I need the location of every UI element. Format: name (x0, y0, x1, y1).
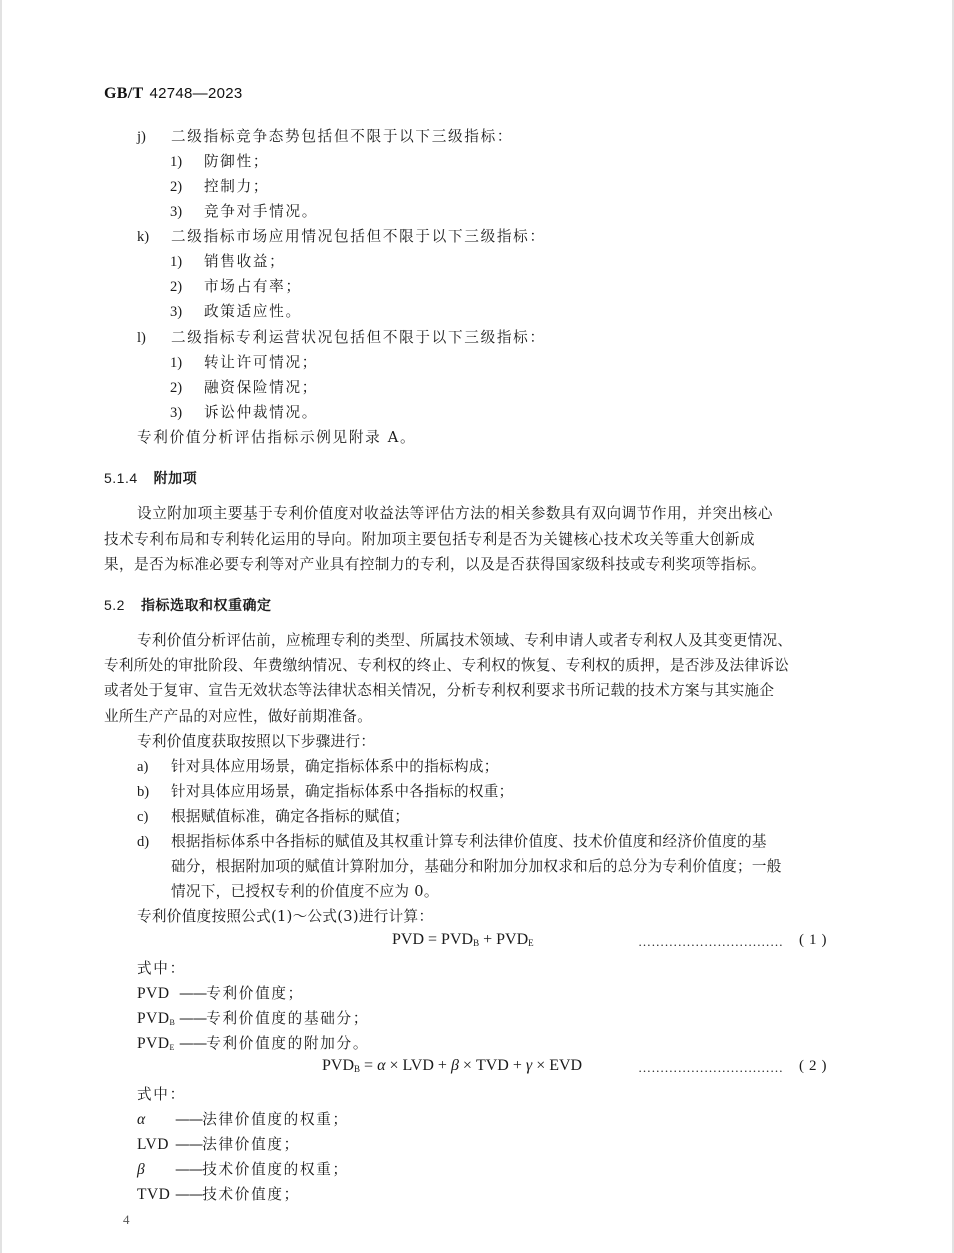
step-text-continued: 情况下，已授权专利的价值度不应为 0。 (171, 883, 439, 900)
sub-text: 竞争对手情况。 (204, 203, 319, 220)
equation-number: (1) (799, 932, 832, 948)
page-number: 4 (123, 1212, 130, 1227)
step-marker: d) (137, 834, 150, 850)
equation-2 (322, 1057, 582, 1075)
sub-text: 融资保险情况； (204, 379, 319, 396)
sub-item (170, 379, 318, 397)
symbol-definition (137, 985, 304, 1003)
symbol-definition (137, 1186, 300, 1204)
eq-operator: + (483, 931, 493, 948)
sub-marker: 2) (170, 279, 183, 295)
symbol-definition (137, 1010, 369, 1032)
sub-text: 防御性； (204, 153, 270, 170)
eq-weight: α (377, 1057, 386, 1074)
eq-operator: = (428, 931, 438, 948)
sub-item (170, 153, 269, 171)
definition-dash: —— (175, 1161, 203, 1178)
standard-number: 42748—2023 (149, 85, 243, 102)
step-item-a (137, 758, 499, 776)
paragraph-line: 技术专利布局和专利转化运用的导向。附加项主要包括专利是否为关键核心技术攻关等重大创新成 (104, 531, 756, 548)
step-text: 针对具体应用场景，确定指标体系中的指标构成； (171, 758, 499, 775)
paragraph-line: 设立附加项主要基于专利价值度对收益法等评估方法的相关参数具有双向调节作用，并突出核心 (137, 505, 774, 522)
section-number: 5.1.4 (104, 470, 138, 486)
sub-text: 转让许可情况； (204, 354, 319, 371)
eq-term: PVD (392, 931, 425, 948)
list-marker: j) (137, 129, 146, 145)
list-marker: l) (137, 330, 146, 346)
eq-operator: + (437, 1057, 447, 1074)
step-text: 根据赋值标准，确定各指标的赋值； (171, 808, 410, 825)
formula-intro: 专利价值度按照公式(1)～公式(3)进行计算： (137, 908, 434, 925)
symbol: β (137, 1161, 146, 1178)
definition-text: 技术价值度； (202, 1186, 300, 1203)
symbol-definition (137, 1161, 349, 1179)
eq-operator: × (462, 1057, 472, 1074)
sub-marker: 2) (170, 380, 183, 396)
eq-term: EVD (549, 1057, 583, 1074)
sub-text: 政策适应性。 (204, 303, 302, 320)
definition-dash: —— (179, 1035, 207, 1052)
step-marker: c) (137, 809, 149, 825)
definition-dash: —— (175, 1136, 203, 1153)
list-text: 二级指标竞争态势包括但不限于以下三级指标： (171, 128, 514, 145)
eq-operator: = (364, 1057, 374, 1074)
step-marker: b) (137, 784, 150, 800)
step-text-continued: 础分，根据附加项的赋值计算附加分，基础分和附加分加权求和后的总分为专利价值度；一般 (171, 858, 782, 875)
sub-marker: 3) (170, 304, 183, 320)
where-label: 式中： (137, 1086, 186, 1103)
sub-text: 控制力； (204, 178, 270, 195)
definition-text: 法律价值度； (202, 1136, 300, 1153)
equation-1 (392, 931, 534, 949)
sub-item (170, 278, 302, 296)
definition-text: 技术价值度的权重； (202, 1161, 349, 1178)
eq-term: TVD (475, 1057, 509, 1074)
sub-marker: 3) (170, 405, 183, 421)
list-marker: k) (137, 229, 150, 245)
symbol-definition (137, 1111, 349, 1129)
step-item-d (137, 833, 767, 851)
sub-marker: 1) (170, 254, 183, 270)
equation-leader-dots: …………………………… (638, 934, 784, 949)
paragraph-line: 果，是否为标准必要专利等对产业具有控制力的专利，以及是否获得国家级科技或专利奖项等指标。 (104, 556, 766, 573)
sub-marker: 1) (170, 355, 183, 371)
appendix-note: 专利价值分析评估指标示例见附录 A。 (137, 429, 417, 446)
sub-item (170, 303, 302, 321)
paragraph-line: 专利所处的审批阶段、年费缴纳情况、专利权的终止、专利权的恢复、专利权的质押，是否涉及法律诉讼 (104, 657, 790, 674)
list-text: 二级指标市场应用情况包括但不限于以下三级指标： (171, 228, 546, 245)
symbol: LVD (137, 1136, 169, 1153)
sub-item (170, 178, 269, 196)
eq-weight: β (450, 1057, 459, 1074)
symbol: α (137, 1111, 146, 1128)
symbol-definition (137, 1035, 369, 1057)
eq-operator: + (512, 1057, 522, 1074)
definition-text: 专利价值度的基础分； (206, 1010, 370, 1027)
step-text: 根据指标体系中各指标的赋值及其权重计算专利法律价值度、技术价值度和经济价值度的基 (171, 833, 767, 850)
section-title: 附加项 (153, 471, 198, 487)
sub-item (170, 354, 318, 372)
eq-term: LVD (402, 1057, 434, 1074)
step-item-b (137, 783, 514, 801)
eq-subscript: B (354, 1064, 361, 1074)
definition-text: 专利价值度； (206, 985, 304, 1002)
eq-subscript: B (473, 938, 480, 948)
sub-marker: 1) (170, 154, 183, 170)
eq-subscript: E (528, 938, 534, 948)
definition-text: 专利价值度的附加分。 (206, 1035, 370, 1052)
sub-text: 销售收益； (204, 253, 286, 270)
eq-operator: × (536, 1057, 546, 1074)
sub-text: 诉讼仲裁情况。 (204, 404, 319, 421)
sub-text: 市场占有率； (204, 278, 302, 295)
section-heading-5-2 (104, 595, 271, 615)
eq-operator: × (389, 1057, 399, 1074)
sub-item (170, 253, 285, 271)
definition-text: 法律价值度的权重； (202, 1111, 349, 1128)
section-title: 指标选取和权重确定 (140, 598, 272, 614)
eq-term: PVD (496, 931, 529, 948)
paragraph-line: 业所生产产品的对应性，做好前期准备。 (104, 708, 373, 725)
step-marker: a) (137, 759, 149, 775)
equation-number: (2) (799, 1058, 832, 1074)
step-item-c (137, 808, 409, 826)
symbol: TVD (137, 1186, 171, 1203)
definition-dash: —— (175, 1111, 203, 1128)
paragraph-line: 或者处于复审、宣告无效状态等法律状态相关情况，分析专利权利要求书所记载的技术方案与其实施企 (104, 682, 775, 699)
list-item-k (137, 228, 546, 246)
section-heading-5-1-4 (104, 468, 197, 488)
equation-leader-dots: …………………………… (638, 1060, 784, 1075)
symbol-definition (137, 1136, 300, 1154)
paragraph-line: 专利价值分析评估前，应梳理专利的类型、所属技术领域、专利申请人或者专利权人及其变更情况、 (137, 632, 793, 649)
definition-dash: —— (179, 1010, 207, 1027)
steps-intro: 专利价值度获取按照以下步骤进行： (137, 733, 376, 750)
section-number: 5.2 (104, 597, 125, 613)
sub-item (170, 203, 318, 221)
sub-marker: 3) (170, 204, 183, 220)
eq-weight: γ (525, 1057, 533, 1074)
eq-term: PVD (322, 1057, 355, 1074)
list-item-l (137, 329, 546, 347)
definition-dash: —— (179, 985, 207, 1002)
definition-dash: —— (175, 1186, 203, 1203)
sub-item (170, 404, 318, 422)
symbol: $PVD_B$ (137, 1010, 175, 1027)
standard-code-header (104, 84, 243, 103)
step-text: 针对具体应用场景，确定指标体系中各指标的权重； (171, 783, 514, 800)
list-text: 二级指标专利运营状况包括但不限于以下三级指标： (171, 329, 546, 346)
sub-marker: 2) (170, 179, 183, 195)
standard-prefix: GB/T (104, 85, 144, 102)
eq-term: PVD (441, 931, 474, 948)
symbol: $PVD_E$ (137, 1035, 175, 1052)
list-item-j (137, 128, 513, 146)
where-label: 式中： (137, 960, 186, 977)
symbol: PVD (137, 985, 170, 1002)
